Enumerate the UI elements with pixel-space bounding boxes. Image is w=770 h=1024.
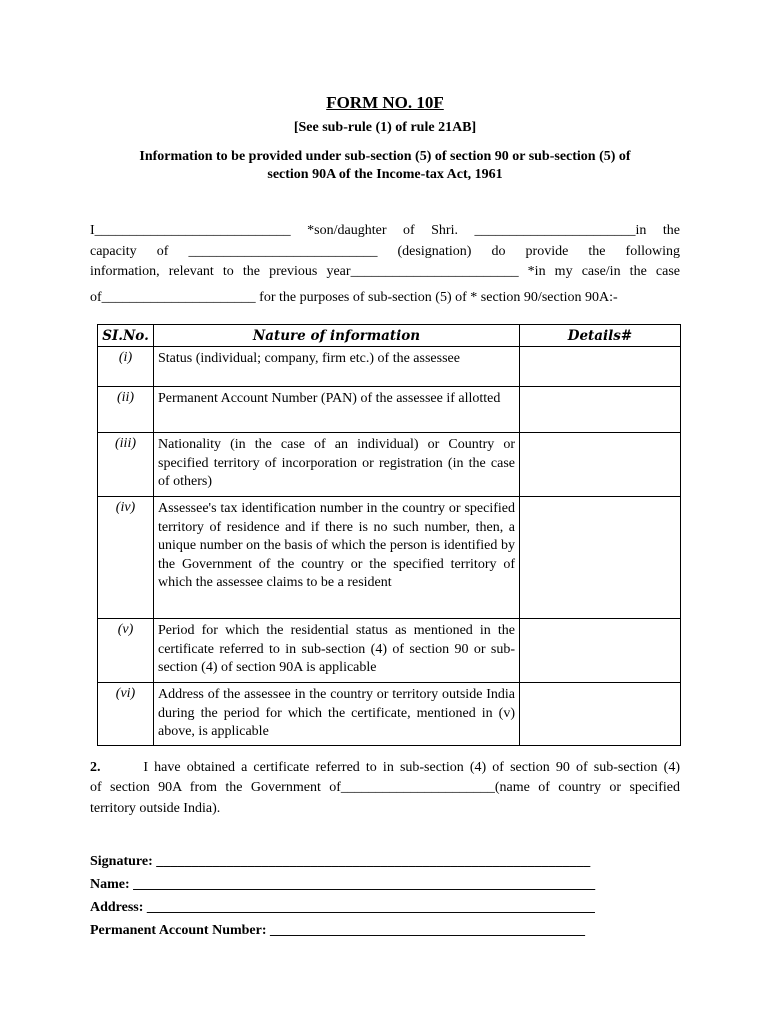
row-details-field[interactable] (520, 433, 681, 497)
row-sino: (iii) (98, 433, 154, 497)
row-nature: Status (individual; company, firm etc.) of the assessee (154, 347, 520, 387)
row-sino: (i) (98, 347, 154, 387)
row-sino: (iv) (98, 497, 154, 619)
row-nature: Nationality (in the case of an individual) or Country or specified territory of incorporation or registration (in the case of others) (154, 433, 520, 497)
row-sino: (v) (98, 619, 154, 683)
declaration-line4: of______________________ for the purposes of sub-section (5) of * section 90/section 90A:- (90, 290, 618, 305)
row-sino: (vi) (98, 683, 154, 746)
form-title: FORM NO. 10F (326, 93, 444, 112)
information-table (97, 324, 681, 746)
row-details-field[interactable] (520, 619, 681, 683)
row-details-field[interactable] (520, 387, 681, 433)
row-details-field[interactable] (520, 347, 681, 387)
clause2-line1 (90, 758, 680, 778)
form-rule: [See sub-rule (1) of rule 21AB] (293, 120, 477, 135)
clause2-line3: territory outside India). (90, 801, 221, 816)
declaration-line1: I____________________________ *son/daughter of Shri. _______________________in the (90, 223, 680, 238)
table-row (98, 497, 681, 619)
clause2-line2: of section 90A from the Government of______________________(name of country or specified (90, 780, 680, 795)
form-info-line2: section 90A of the Income-tax Act, 1961 (267, 167, 503, 182)
row-nature: Assessee's tax identification number in the country or specified territory of residence and if there is no such number, then, a unique number on the basis of which the person is identified by the Government of the country or the specified territory of which the assessee claims to be a resident (154, 497, 520, 619)
clause2-text: I have obtained a certificate referred to in sub-section (4) of section 90 of sub-section (4) (143, 760, 680, 775)
pan-field[interactable]: Permanent Account Number: _____________________________________________ (90, 923, 586, 938)
declaration-line2: capacity of ___________________________ (designation) do provide the following (90, 244, 680, 259)
header-details: Details# (520, 325, 681, 347)
row-sino: (ii) (98, 387, 154, 433)
table-row (98, 387, 681, 433)
row-nature: Address of the assessee in the country or territory outside India during the period for which the certificate, mentioned in (v) above, is applicable (154, 683, 520, 746)
row-nature: Permanent Account Number (PAN) of the assessee if allotted (154, 387, 520, 433)
row-details-field[interactable] (520, 683, 681, 746)
table-row (98, 433, 681, 497)
form-info-line1: Information to be provided under sub-section (5) of section 90 or sub-section (5) of (139, 149, 631, 164)
table-row (98, 683, 681, 746)
header-sino: SI.No. (98, 325, 154, 347)
clause2-number: 2. (90, 760, 101, 775)
row-nature: Period for which the residential status as mentioned in the certificate referred to in sub-section (4) of section 90 or sub-section (4) of section 90A is applicable (154, 619, 520, 683)
address-field[interactable]: Address: ________________________________________________________________ (90, 900, 595, 915)
table-row (98, 619, 681, 683)
row-details-field[interactable] (520, 497, 681, 619)
table-row (98, 347, 681, 387)
declaration-line3: information, relevant to the previous year________________________ *in my case/in the case (90, 264, 680, 279)
header-nature: Nature of information (154, 325, 520, 347)
name-field[interactable]: Name: __________________________________________________________________ (90, 877, 596, 892)
signature-field[interactable]: Signature: ______________________________________________________________ (90, 854, 591, 869)
form-info (90, 148, 680, 184)
